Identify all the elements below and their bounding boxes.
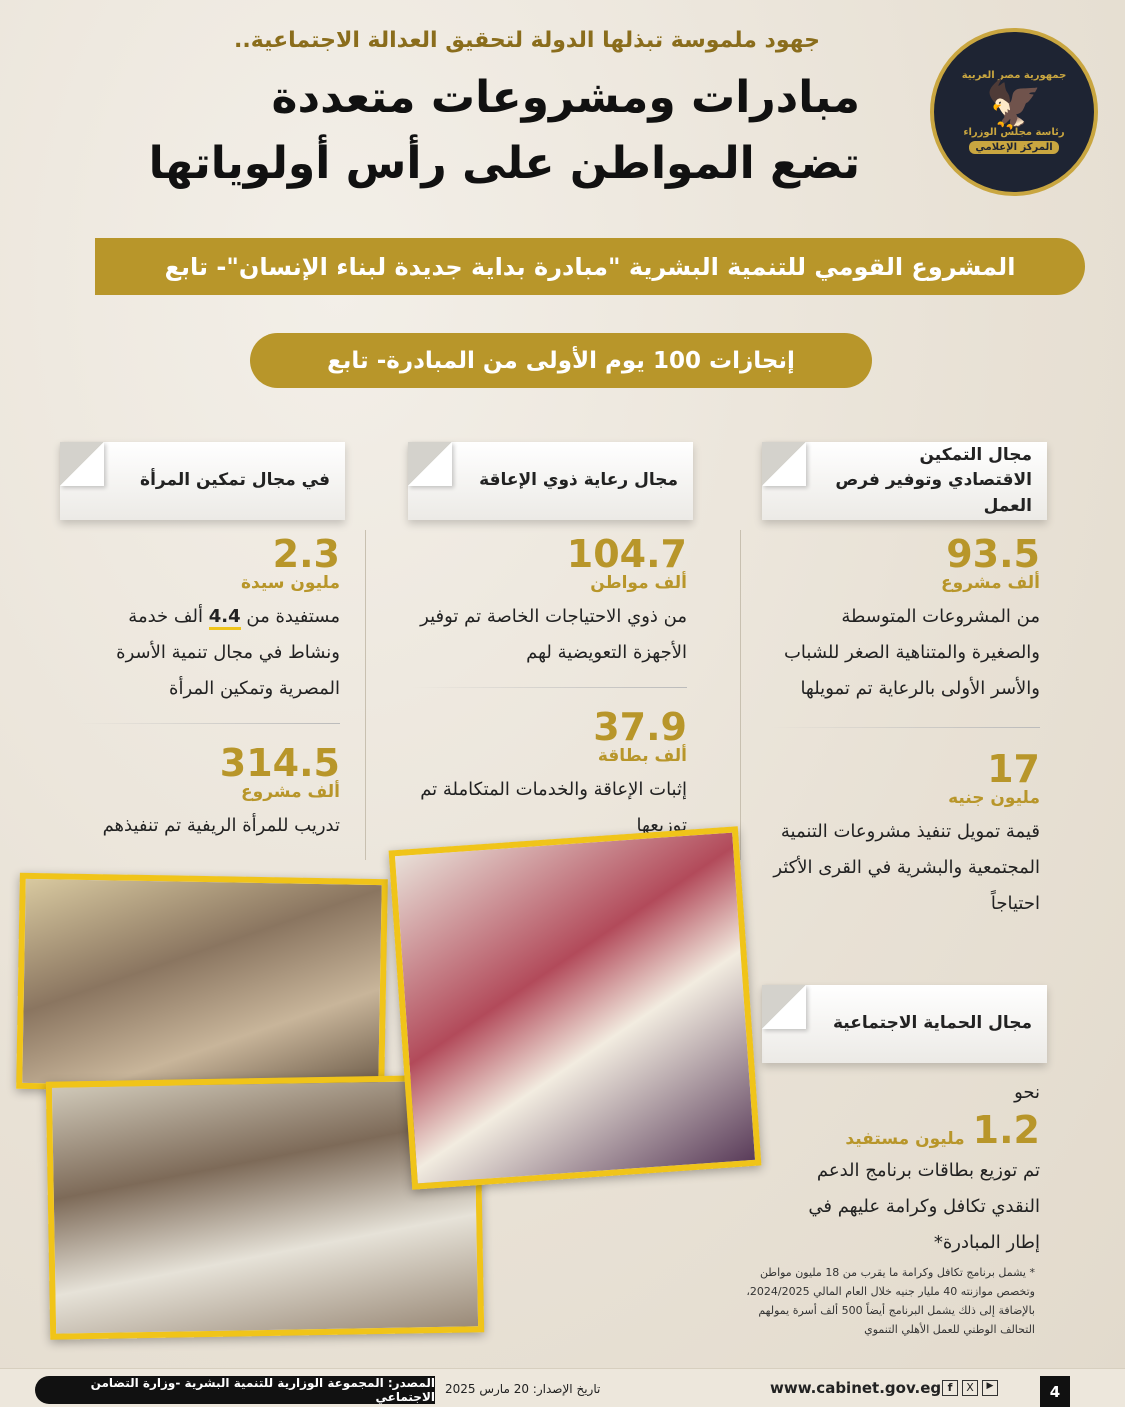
divider <box>75 723 340 724</box>
card-social <box>762 985 1047 1063</box>
stat-unit: مليون مستفيد <box>845 1129 965 1149</box>
title-line-2: تضع المواطن على رأس أولوياتها <box>148 138 860 189</box>
stat-unit: ألف بطاقة <box>597 746 687 766</box>
cabinet-logo <box>930 28 1098 196</box>
social-column <box>780 1075 1040 1261</box>
card-title: في مجال تمكين المرأة <box>140 470 330 491</box>
disability-column <box>412 532 687 844</box>
page-number: 4 <box>1040 1376 1070 1407</box>
stat-number: 17 <box>987 747 1040 791</box>
stat-number: 93.5 <box>946 532 1040 576</box>
photo-handicrafts <box>389 826 762 1190</box>
project-banner: المشروع القومي للتنمية البشرية "مبادرة بداية جديدة لبناء الإنسان"- تابع <box>95 238 1085 295</box>
stat-unit: مليون سيدة <box>240 573 340 593</box>
divider <box>770 727 1040 728</box>
logo-text: رئاسة مجلس الوزراء <box>963 127 1065 138</box>
stat-number: 104.7 <box>566 532 687 576</box>
youtube-icon[interactable]: ▶ <box>982 1380 998 1396</box>
card-title: مجال التمكين الاقتصادي وتوفير فرص العمل <box>835 444 1032 516</box>
stat-unit: ألف مواطن <box>590 573 687 593</box>
stat-text: إثبات الإعاقة والخدمات المتكاملة تم توزيعها <box>420 779 687 836</box>
source: المصدر: المجموعة الوزارية للتنمية البشرية -وزارة التضامن الاجتماعي <box>35 1376 435 1404</box>
text: مستفيدة من <box>246 606 340 627</box>
card-women <box>60 442 345 520</box>
stat-number: 314.5 <box>219 741 340 785</box>
stat-unit: ألف مشروع <box>941 573 1040 593</box>
card-economic <box>762 442 1047 520</box>
stat-prefix: نحو <box>1014 1082 1040 1103</box>
x-icon[interactable]: X <box>962 1380 978 1396</box>
stat-unit: ألف مشروع <box>241 782 340 802</box>
stat-text: من ذوي الاحتياجات الخاصة تم توفير الأجهزة التعويضية لهم <box>420 606 687 663</box>
stat-number: 2.3 <box>272 532 340 576</box>
divider <box>740 530 741 860</box>
facebook-icon[interactable]: f <box>942 1380 958 1396</box>
divider <box>365 530 366 860</box>
highlight-number: 4.4 <box>209 606 241 630</box>
stat-unit: مليون جنيه <box>948 788 1040 808</box>
card-title: مجال رعاية ذوي الإعاقة <box>479 470 678 491</box>
women-column <box>75 532 340 844</box>
text: ألف خدمة ونشاط في مجال تنمية الأسرة المصرية وتمكين المرأة <box>116 606 340 699</box>
stat-number: 1.2 <box>972 1108 1040 1152</box>
website-link[interactable]: www.cabinet.gov.eg <box>770 1379 942 1397</box>
divider <box>412 687 687 688</box>
logo-text: المركز الإعلامي <box>969 141 1058 154</box>
achievements-banner: إنجازات 100 يوم الأولى من المبادرة- تابع <box>250 333 872 388</box>
social-icons <box>942 1380 998 1396</box>
card-disability <box>408 442 693 520</box>
issue-date: تاريخ الإصدار: 20 مارس 2025 <box>445 1382 601 1396</box>
stat-number: 37.9 <box>593 705 687 749</box>
stat-text: قيمة تمويل تنفيذ مشروعات التنمية المجتمعية والبشرية في القرى الأكثر احتياجاً <box>773 821 1040 914</box>
footnote: * يشمل برنامج تكافل وكرامة ما يقرب من 18 مليون مواطن وتخصص موازنته 40 مليار جنيه خلال العام المالي 2024/2025، بالإضافة إلى ذلك يشمل البرنامج أيضاً 500 ألف أسرة يمولهم التحالف الوطني للعمل الأهلي التنموي <box>746 1266 1035 1336</box>
stat-text: تم توزيع بطاقات برنامج الدعم النقدي تكافل وكرامة عليهم في إطار المبادرة* <box>808 1160 1040 1253</box>
stat-text: تدريب للمرأة الريفية تم تنفيذهم <box>102 815 340 836</box>
eagle-icon: 🦅 <box>985 77 1043 131</box>
logo-text: جمهورية مصر العربية <box>961 70 1067 81</box>
stat-text: من المشروعات المتوسطة والصغيرة والمتناهية الصغر للشباب والأسر الأولى بالرعاية تم تمويلها <box>783 606 1040 699</box>
card-title: مجال الحماية الاجتماعية <box>832 1013 1032 1034</box>
stat-text <box>75 599 340 707</box>
photo-classroom-women <box>16 873 388 1095</box>
economic-column <box>770 532 1040 922</box>
title-line-1: مبادرات ومشروعات متعددة <box>271 72 860 123</box>
subtitle: جهود ملموسة تبذلها الدولة لتحقيق العدالة الاجتماعية.. <box>234 28 820 53</box>
